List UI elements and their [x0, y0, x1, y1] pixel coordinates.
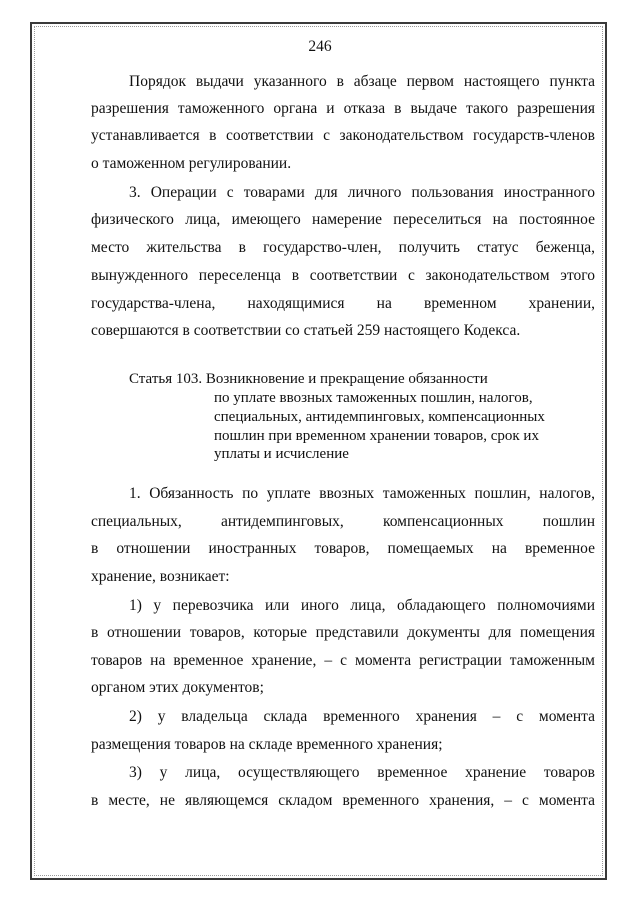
article-title-line: пошлин при временном хранении товаров, срок их	[214, 428, 539, 444]
text-line: 3) у лица, осуществляющего временное хранение товаров	[129, 764, 595, 781]
text-line: органом этих документов;	[91, 679, 264, 696]
text-line: в отношении иностранных товаров, помещаемых на временное	[91, 540, 595, 557]
text-line: размещения товаров на складе временного хранения;	[91, 736, 443, 753]
text-line: о таможенном регулировании.	[91, 155, 292, 172]
page-number: 246	[308, 38, 332, 55]
text-line: 2) у владельца склада временного хранения – с момента	[129, 708, 595, 725]
text-line: 1) у перевозчика или иного лица, обладающего полномочиями	[129, 597, 595, 614]
text-line: Порядок выдачи указанного в абзаце первом настоящего пункта	[129, 73, 595, 90]
text-line: специальных, антидемпинговых, компенсационных пошлин	[91, 513, 595, 530]
text-line: 3. Операции с товарами для личного пользования иностранного	[129, 184, 595, 201]
text-line: физического лица, имеющего намерение переселиться на постоянное	[91, 211, 595, 228]
text-line: товаров на временное хранение, – с момента регистрации таможенным	[91, 652, 595, 669]
text-line: 1. Обязанность по уплате ввозных таможенных пошлин, налогов,	[129, 485, 595, 502]
article-title-line: по уплате ввозных таможенных пошлин, налогов,	[214, 390, 533, 406]
text-line: разрешения таможенного органа и отказа в выдаче такого разрешения	[91, 100, 595, 117]
article-title-line: уплаты и исчисление	[214, 446, 349, 462]
text-line: устанавливается в соответствии с законодательством государств-членов	[91, 127, 595, 144]
text-line: государства-члена, находящимися на временном хранении,	[91, 295, 595, 312]
article-title-line: Статья 103. Возникновение и прекращение обязанности	[129, 371, 488, 387]
text-line: в месте, не являющемся складом временного хранения, – с момента	[91, 792, 595, 809]
text-line: вынужденного переселенца в соответствии с законодательством этого	[91, 267, 595, 284]
text-line: место жительства в государство-член, получить статус беженца,	[91, 239, 595, 256]
text-line: в отношении товаров, которые представили документы для помещения	[91, 624, 595, 641]
text-line: совершаются в соответствии со статьей 259 настоящего Кодекса.	[91, 322, 521, 339]
text-line: хранение, возникает:	[91, 568, 230, 585]
article-title-line: специальных, антидемпинговых, компенсационных	[214, 409, 545, 425]
